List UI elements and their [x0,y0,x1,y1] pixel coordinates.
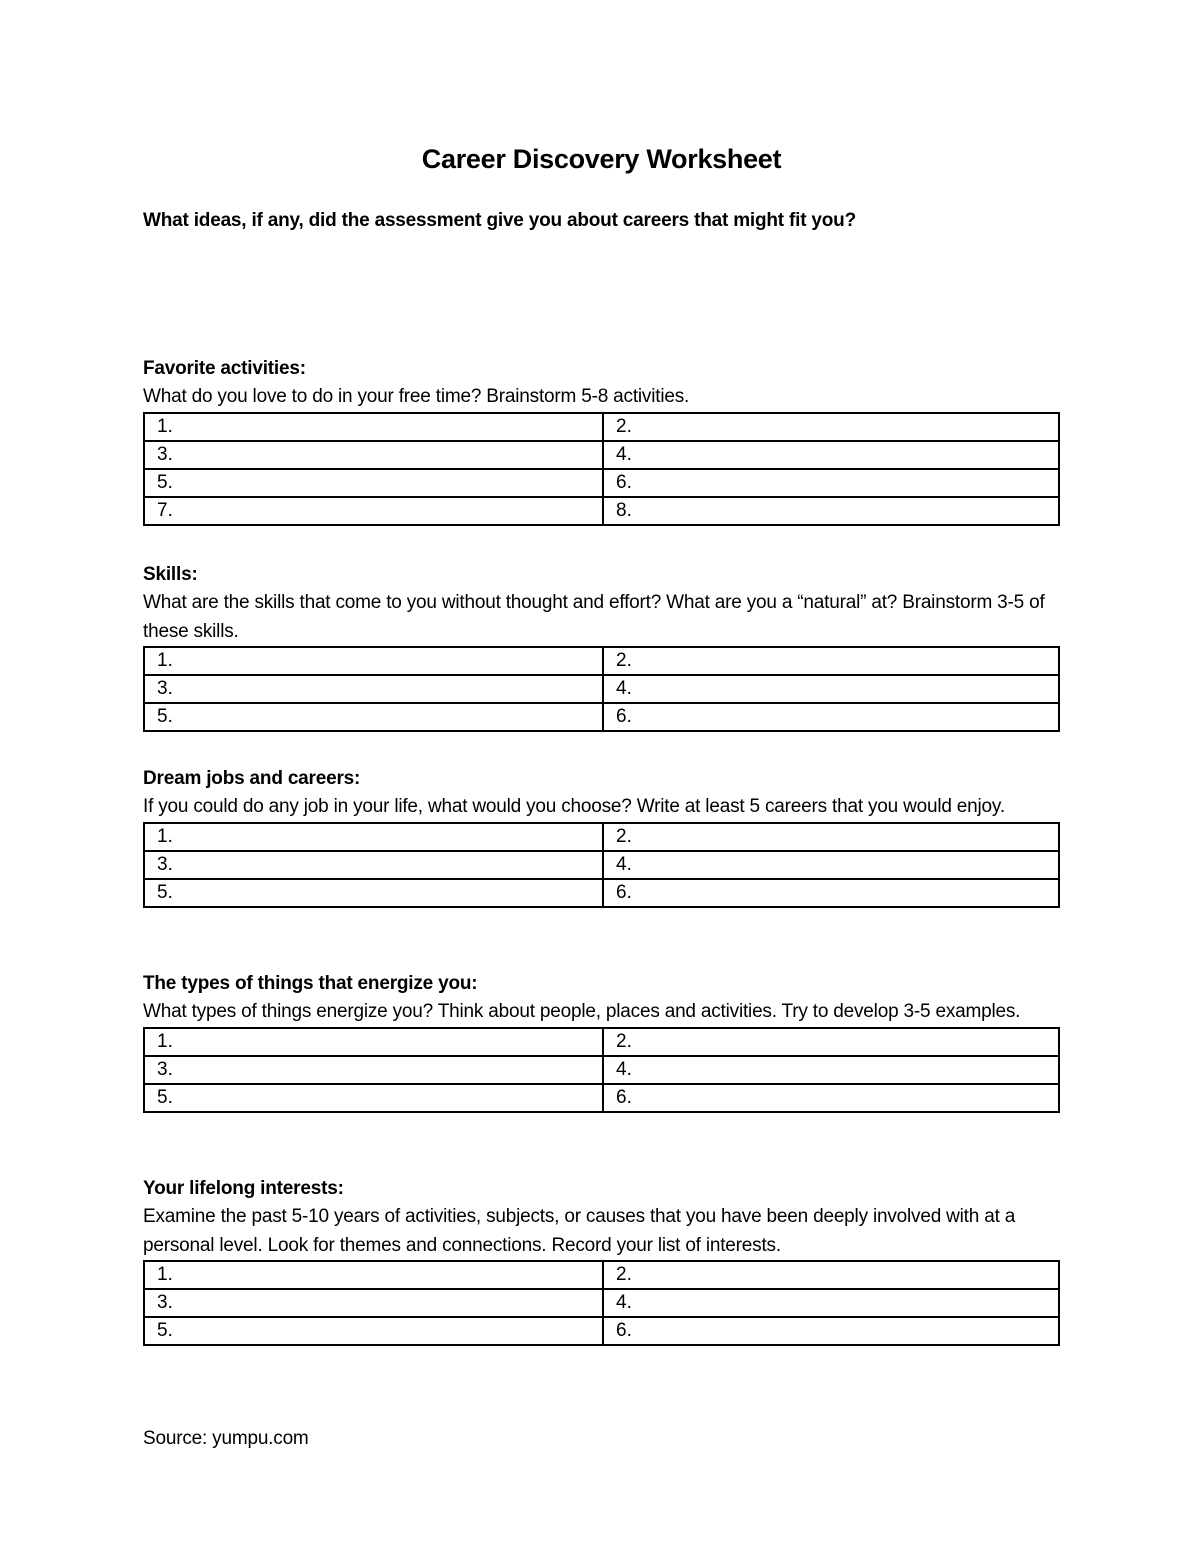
answer-cell[interactable]: 2. [603,413,1059,441]
answer-cell[interactable]: 1. [144,1028,603,1056]
table-row [144,879,1059,907]
section-prompt: What types of things energize you? Think about people, places and activities. Try to develop 3-5 examples. [143,1001,1021,1022]
answer-cell[interactable]: 5. [144,1317,603,1345]
table-row [144,469,1059,497]
table-row [144,413,1059,441]
answer-cell[interactable]: 8. [603,497,1059,525]
answer-cell[interactable]: 2. [603,647,1059,675]
table-row [144,1028,1059,1056]
table-row [144,1056,1059,1084]
answer-cell[interactable]: 5. [144,1084,603,1112]
answer-cell[interactable]: 7. [144,497,603,525]
answer-cell[interactable]: 1. [144,647,603,675]
answer-cell[interactable]: 4. [603,1289,1059,1317]
table-row [144,851,1059,879]
answer-cell[interactable]: 6. [603,879,1059,907]
table-row [144,497,1059,525]
answer-table [143,1260,1060,1346]
table-row [144,1261,1059,1289]
answer-cell[interactable]: 4. [603,1056,1059,1084]
table-row [144,441,1059,469]
section-prompt: If you could do any job in your life, what would you choose? Write at least 5 careers that you would enjoy. [143,796,1005,817]
answer-table [143,646,1060,732]
table-row [144,1317,1059,1345]
answer-cell[interactable]: 2. [603,823,1059,851]
section-prompt: What are the skills that come to you without thought and effort? What are you a “natural” at? Brainstorm 3-5 of these skills. [143,592,1045,642]
section-prompt: What do you love to do in your free time? Brainstorm 5-8 activities. [143,386,690,407]
section-heading: Favorite activities: [143,358,306,379]
section-heading: The types of things that energize you: [143,973,478,994]
page-title: Career Discovery Worksheet [421,144,782,174]
answer-cell[interactable]: 4. [603,851,1059,879]
answer-cell[interactable]: 1. [144,413,603,441]
answer-cell[interactable]: 4. [603,675,1059,703]
answer-cell[interactable]: 3. [144,675,603,703]
answer-cell[interactable]: 5. [144,469,603,497]
section-dream-jobs [143,764,1060,908]
section-lifelong-interests [143,1174,1060,1346]
answer-cell[interactable]: 5. [144,879,603,907]
table-row [144,1289,1059,1317]
answer-cell[interactable]: 1. [144,1261,603,1289]
intro-question: What ideas, if any, did the assessment give you about careers that might fit you? [143,210,856,231]
table-row [144,1084,1059,1112]
table-row [144,823,1059,851]
section-energize [143,969,1060,1113]
section-heading: Your lifelong interests: [143,1178,344,1199]
answer-cell[interactable]: 3. [144,851,603,879]
section-favorite-activities [143,354,1060,526]
section-prompt: Examine the past 5-10 years of activities, subjects, or causes that you have been deeply involved with at a personal level. Look for themes and connections. Record your list of interests. [143,1206,1016,1256]
answer-cell[interactable]: 5. [144,703,603,731]
section-skills [143,560,1060,732]
answer-table [143,822,1060,908]
table-row [144,675,1059,703]
answer-cell[interactable]: 6. [603,1317,1059,1345]
answer-cell[interactable]: 4. [603,441,1059,469]
answer-table [143,1027,1060,1113]
table-row [144,647,1059,675]
answer-cell[interactable]: 3. [144,1289,603,1317]
answer-cell[interactable]: 2. [603,1261,1059,1289]
table-row [144,703,1059,731]
answer-cell[interactable]: 2. [603,1028,1059,1056]
answer-cell[interactable]: 3. [144,1056,603,1084]
answer-cell[interactable]: 1. [144,823,603,851]
answer-table [143,412,1060,526]
answer-cell[interactable]: 6. [603,703,1059,731]
section-heading: Dream jobs and careers: [143,768,361,789]
source-note: Source: yumpu.com [143,1428,309,1449]
answer-cell[interactable]: 6. [603,1084,1059,1112]
answer-cell[interactable]: 3. [144,441,603,469]
answer-cell[interactable]: 6. [603,469,1059,497]
section-heading: Skills: [143,564,198,585]
